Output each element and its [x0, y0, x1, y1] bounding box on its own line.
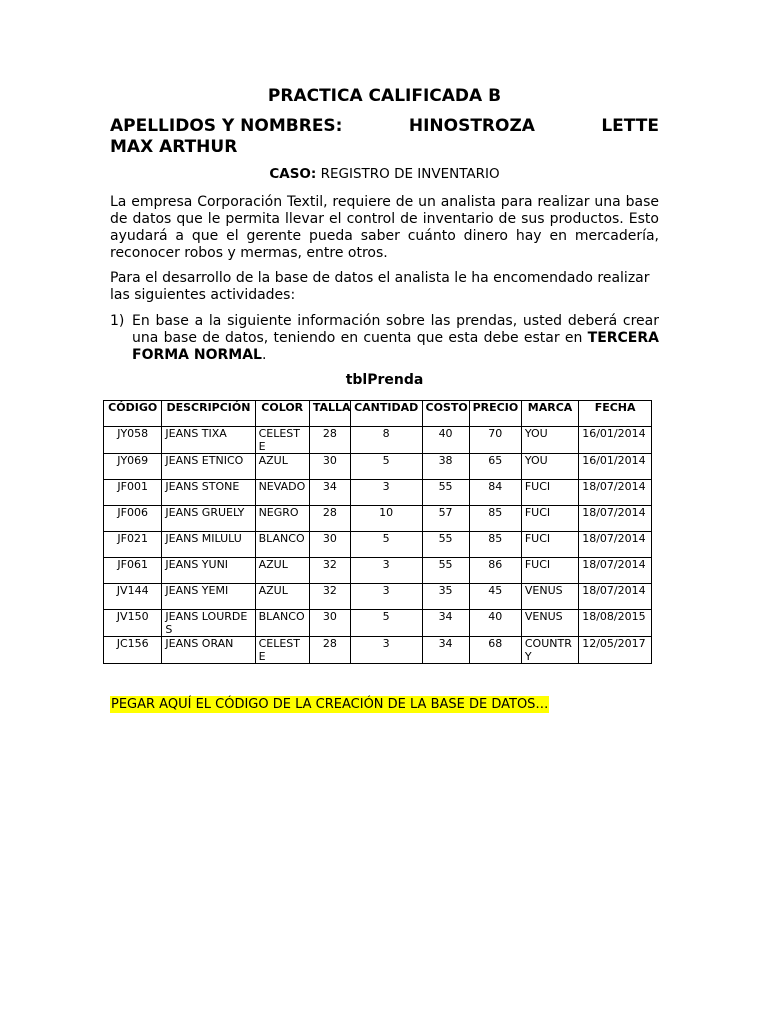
table-row: [104, 610, 652, 637]
cell-cantidad: 8: [350, 427, 422, 454]
cell-fecha: 16/01/2014: [579, 454, 652, 480]
header-talla: TALLA: [309, 401, 350, 427]
cell-codigo: JF061: [104, 558, 162, 584]
cell-descripcion: JEANS LOURDES: [162, 610, 255, 637]
table-row: [104, 480, 652, 506]
cell-color: BLANCO: [255, 532, 309, 558]
cell-descripcion: JEANS STONE: [162, 480, 255, 506]
cell-fecha: 12/05/2017: [579, 637, 652, 664]
cell-fecha: 18/07/2014: [579, 558, 652, 584]
cell-descripcion: JEANS ETNICO: [162, 454, 255, 480]
cell-costo: 34: [422, 610, 469, 637]
table-title: tblPrenda: [345, 372, 424, 388]
cell-codigo: JF001: [104, 480, 162, 506]
surname-second: LETTE: [601, 116, 659, 136]
case-title: REGISTRO DE INVENTARIO: [320, 166, 500, 182]
cell-costo: 57: [422, 506, 469, 532]
header-precio: PRECIO: [469, 401, 521, 427]
cell-color: NEGRO: [255, 506, 309, 532]
cell-costo: 55: [422, 532, 469, 558]
cell-codigo: JY058: [104, 427, 162, 454]
cell-color: CELESTE: [255, 427, 309, 454]
cell-precio: 85: [469, 506, 521, 532]
cell-talla: 28: [309, 637, 350, 664]
table-row: [104, 584, 652, 610]
document-title: PRACTICA CALIFICADA B: [267, 86, 502, 106]
cell-costo: 34: [422, 637, 469, 664]
cell-talla: 32: [309, 584, 350, 610]
header-marca: MARCA: [521, 401, 578, 427]
header-costo: COSTO: [422, 401, 469, 427]
cell-marca: YOU: [521, 454, 578, 480]
cell-fecha: 18/07/2014: [579, 532, 652, 558]
case-label: CASO:: [269, 166, 317, 182]
table-header-row: [104, 401, 652, 427]
paste-instruction: PEGAR AQUÍ EL CÓDIGO DE LA CREACIÓN DE LA BASE DE DATOS…: [111, 697, 549, 712]
cell-color: NEVADO: [255, 480, 309, 506]
table-row: [104, 506, 652, 532]
cell-fecha: 16/01/2014: [579, 427, 652, 454]
item-number: 1): [110, 313, 125, 329]
cell-descripcion: JEANS GRUELY: [162, 506, 255, 532]
cell-precio: 85: [469, 532, 521, 558]
cell-color: CELESTE: [255, 637, 309, 664]
cell-marca: FUCI: [521, 480, 578, 506]
cell-talla: 30: [309, 454, 350, 480]
cell-fecha: 18/07/2014: [579, 584, 652, 610]
cell-talla: 28: [309, 427, 350, 454]
cell-codigo: JV144: [104, 584, 162, 610]
activities-paragraph: Para el desarrollo de la base de datos el analista le ha encomendado realizar las siguientes actividades:: [110, 270, 650, 303]
cell-talla: 30: [309, 532, 350, 558]
cell-precio: 45: [469, 584, 521, 610]
header-descripcion: DESCRIPCIÓN: [162, 401, 255, 427]
cell-codigo: JC156: [104, 637, 162, 664]
cell-fecha: 18/08/2015: [579, 610, 652, 637]
header-codigo: CÓDIGO: [104, 401, 162, 427]
student-name-block: [110, 116, 659, 158]
cell-marca: FUCI: [521, 558, 578, 584]
cell-descripcion: JEANS YEMI: [162, 584, 255, 610]
cell-codigo: JY069: [104, 454, 162, 480]
cell-cantidad: 3: [350, 584, 422, 610]
table-row: [104, 637, 652, 664]
cell-descripcion: JEANS MILULU: [162, 532, 255, 558]
table-row: [104, 427, 652, 454]
cell-descripcion: JEANS ORAN: [162, 637, 255, 664]
cell-codigo: JV150: [104, 610, 162, 637]
cell-precio: 86: [469, 558, 521, 584]
header-color: COLOR: [255, 401, 309, 427]
cell-fecha: 18/07/2014: [579, 480, 652, 506]
header-fecha: FECHA: [579, 401, 652, 427]
cell-marca: COUNTRY: [521, 637, 578, 664]
item-bold-term: TERCERA FORMA NORMAL: [132, 330, 659, 363]
item-end: .: [261, 347, 267, 363]
table-row: [104, 558, 652, 584]
cell-precio: 68: [469, 637, 521, 664]
cell-talla: 30: [309, 610, 350, 637]
cell-talla: 34: [309, 480, 350, 506]
cell-marca: FUCI: [521, 506, 578, 532]
cell-color: AZUL: [255, 584, 309, 610]
item-text: En base a la siguiente información sobre las prendas, usted deberá crear una base de datos, teniendo en cuenta que esta debe estar en: [132, 313, 659, 346]
cell-precio: 40: [469, 610, 521, 637]
cell-cantidad: 5: [350, 610, 422, 637]
cell-codigo: JF006: [104, 506, 162, 532]
cell-cantidad: 3: [350, 558, 422, 584]
cell-cantidad: 3: [350, 637, 422, 664]
cell-color: AZUL: [255, 454, 309, 480]
cell-color: BLANCO: [255, 610, 309, 637]
cell-cantidad: 3: [350, 480, 422, 506]
cell-costo: 55: [422, 558, 469, 584]
cell-precio: 84: [469, 480, 521, 506]
cell-color: AZUL: [255, 558, 309, 584]
cell-precio: 65: [469, 454, 521, 480]
intro-paragraph: La empresa Corporación Textil, requiere de un analista para realizar una base de datos que le permita llevar el control de inventario de sus productos. Esto ayudará a que el gerente pueda saber cuánto dinero hay en mercadería, reconocer robos y mermas, entre otros.: [110, 194, 659, 261]
names-label: APELLIDOS Y NOMBRES:: [110, 116, 343, 136]
cell-cantidad: 5: [350, 454, 422, 480]
cell-fecha: 18/07/2014: [579, 506, 652, 532]
cell-marca: YOU: [521, 427, 578, 454]
cell-marca: VENUS: [521, 610, 578, 637]
case-heading: [110, 166, 659, 182]
cell-descripcion: JEANS TIXA: [162, 427, 255, 454]
table-row: [104, 532, 652, 558]
cell-talla: 28: [309, 506, 350, 532]
surname-first: HINOSTROZA: [408, 116, 535, 136]
cell-costo: 35: [422, 584, 469, 610]
cell-marca: VENUS: [521, 584, 578, 610]
cell-precio: 70: [469, 427, 521, 454]
inventory-table: [103, 400, 652, 664]
cell-cantidad: 10: [350, 506, 422, 532]
cell-costo: 38: [422, 454, 469, 480]
cell-cantidad: 5: [350, 532, 422, 558]
cell-costo: 40: [422, 427, 469, 454]
table-body: [104, 427, 652, 664]
table-row: [104, 454, 652, 480]
header-cantidad: CANTIDAD: [350, 401, 422, 427]
given-names: MAX ARTHUR: [110, 137, 238, 157]
cell-descripcion: JEANS YUNI: [162, 558, 255, 584]
cell-marca: FUCI: [521, 532, 578, 558]
cell-talla: 32: [309, 558, 350, 584]
cell-costo: 55: [422, 480, 469, 506]
cell-codigo: JF021: [104, 532, 162, 558]
